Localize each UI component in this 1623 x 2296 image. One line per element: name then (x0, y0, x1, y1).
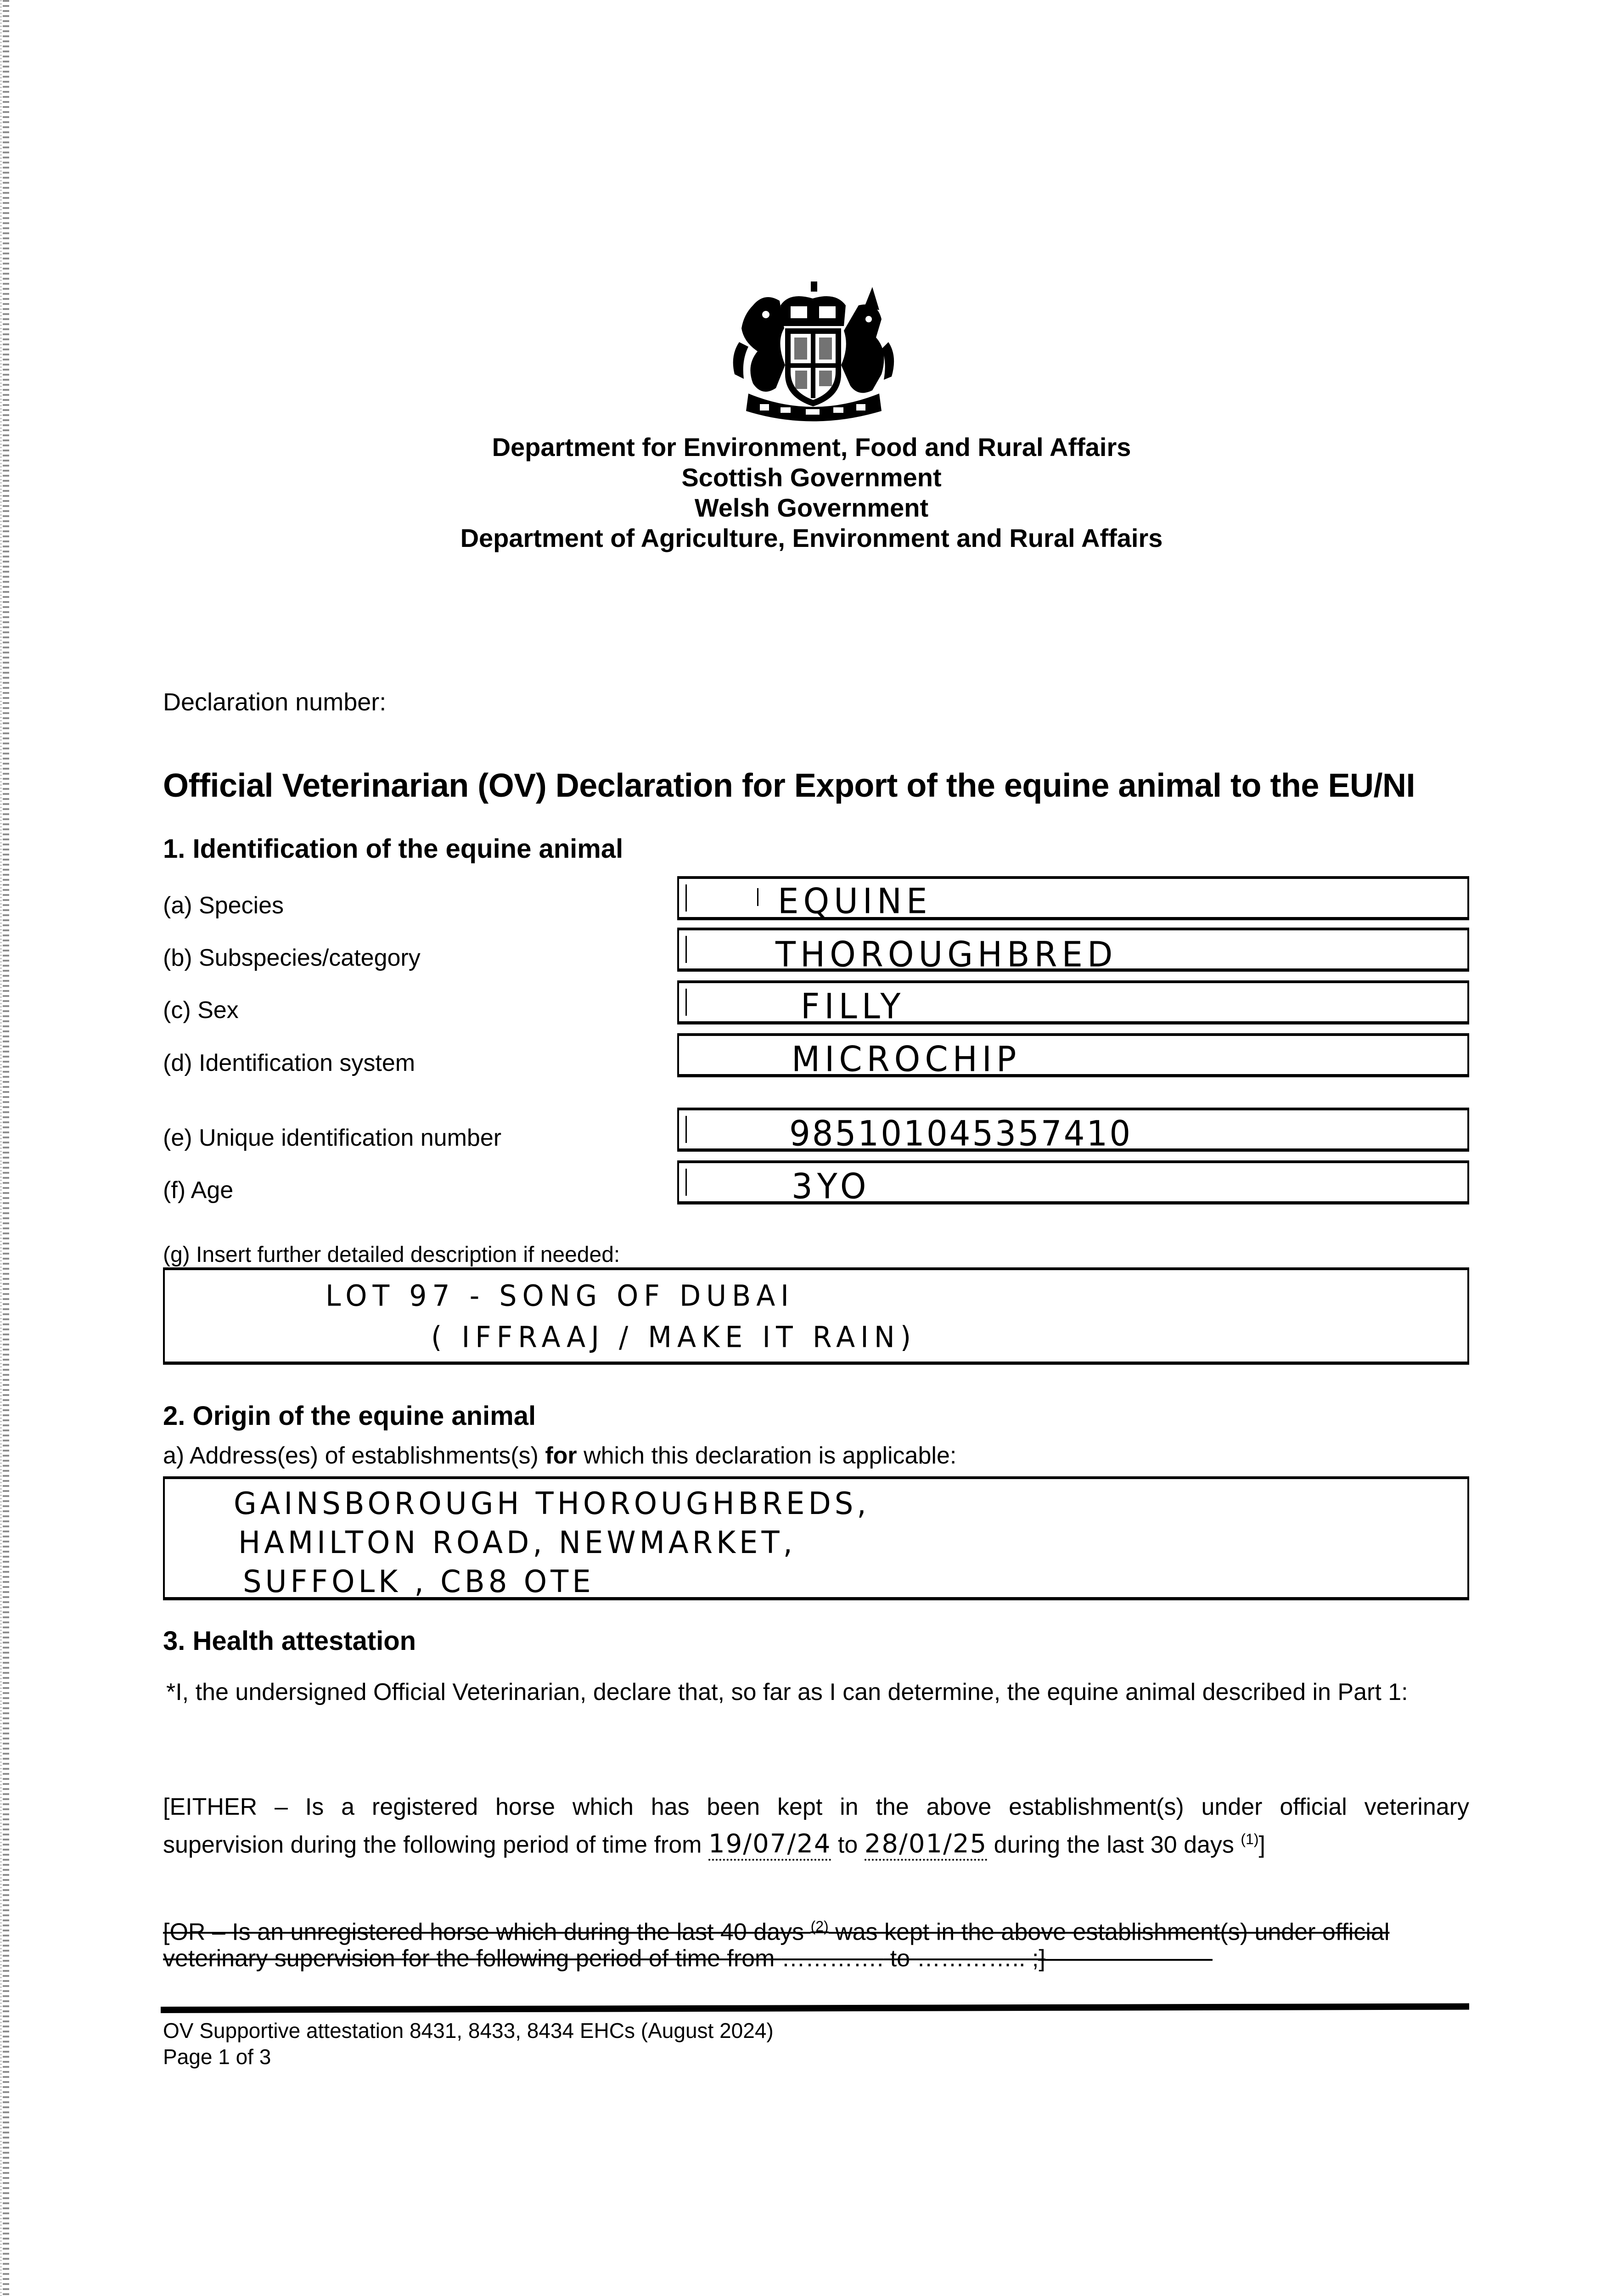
declaration-number-label: Declaration number: (163, 688, 387, 716)
address-label (163, 1442, 956, 1469)
box-edge-mark (757, 888, 758, 906)
either-clause-text: ] (1258, 1831, 1265, 1858)
agency-name-scottish-gov: Scottish Government (681, 463, 942, 492)
footnote-ref-1: (1) (1241, 1831, 1259, 1847)
footer-divider (161, 2003, 1469, 2013)
health-intro-text: *I, the undersigned Official Veterinarian, declare that, so far as I can determine, the equine animal described in Part 1: (166, 1679, 1408, 1705)
unique-id-value: 985101045357410 (789, 1113, 1133, 1154)
sex-value: FILLY (801, 986, 905, 1027)
box-edge-mark (685, 1116, 687, 1143)
box-edge-mark (685, 989, 687, 1016)
description-line-1: LOT 97 - SONG OF DUBAI (326, 1279, 794, 1313)
agency-name-welsh-gov: Welsh Government (694, 493, 929, 522)
age-value: 3YO (792, 1166, 871, 1207)
section-heading-health: 3. Health attestation (163, 1626, 416, 1656)
address-label-bold: for (545, 1442, 577, 1469)
address-label-text: a) Address(es) of establishments(s) (163, 1442, 545, 1469)
either-clause-text: to (831, 1831, 865, 1858)
or-from-date-field[interactable]: …………. (781, 1945, 884, 1972)
address-line-2: HAMILTON ROAD, NEWMARKET, (238, 1525, 796, 1561)
sex-field[interactable] (677, 980, 1469, 1027)
either-clause-line-1: [EITHER – Is a registered horse which has been kept in the above establishment(s) under official veterinary (163, 1794, 1469, 1820)
species-value: EQUINE (778, 881, 932, 922)
box-edge-mark (685, 936, 687, 963)
agency-name-daera: Department of Agriculture, Environment and Rural Affairs (460, 523, 1163, 552)
footnote-ref-2: (2) (810, 1918, 829, 1935)
section-heading-origin: 2. Origin of the equine animal (163, 1401, 536, 1431)
field-label-sex: (c) Sex (163, 997, 239, 1024)
or-clause-text: veterinary supervision for the following period of time from (163, 1945, 781, 1972)
from-date-field[interactable]: 19/07/24 (708, 1829, 831, 1861)
address-line-1: GAINSBOROUGH THOROUGHBREDS, (234, 1486, 870, 1522)
or-clause-text: [OR – Is an unregistered horse which during the last 40 days (163, 1919, 811, 1946)
section-heading-identification: 1. Identification of the equine animal (163, 834, 623, 864)
to-date-field[interactable]: 28/01/25 (865, 1829, 988, 1861)
royal-coat-of-arms-icon (721, 273, 904, 429)
field-label-species: (a) Species (163, 892, 284, 919)
species-field[interactable] (677, 876, 1469, 920)
subspecies-field[interactable] (677, 928, 1469, 975)
field-label-identification-system: (d) Identification system (163, 1050, 416, 1076)
either-clause-line-2 (163, 1823, 1265, 1861)
scan-edge-artifact (0, 0, 2, 2296)
field-label-description: (g) Insert further detailed description if needed: (163, 1243, 620, 1267)
address-line-3: SUFFOLK , CB8 OTE (243, 1564, 595, 1600)
box-edge-mark (685, 884, 687, 912)
identification-system-field[interactable] (677, 1033, 1469, 1080)
or-clause-text: ;] (1025, 1945, 1045, 1972)
description-field[interactable] (163, 1267, 1469, 1365)
or-clause-text (163, 1945, 1045, 1972)
strike-extension-line (1038, 1959, 1213, 1961)
page-title: Official Veterinarian (OV) Declaration for Export of the equine animal to the EU/NI (163, 767, 1415, 804)
or-clause-text: was kept in the above establishment(s) under official (828, 1919, 1390, 1946)
or-to-date-field[interactable]: ………….. (916, 1945, 1026, 1972)
or-clause-text: to (883, 1945, 917, 1972)
field-label-age: (f) Age (163, 1177, 234, 1204)
identification-system-value: MICROCHIP (792, 1039, 1021, 1080)
address-label-text: which this declaration is applicable: (577, 1442, 957, 1469)
field-label-unique-id: (e) Unique identification number (163, 1125, 502, 1151)
box-edge-mark (685, 1169, 687, 1196)
description-line-2: ( IFFRAAJ / MAKE IT RAIN) (431, 1321, 917, 1355)
or-clause-line-2 (163, 1942, 1213, 1975)
unique-id-field[interactable] (677, 1108, 1469, 1152)
footer-form-reference: OV Supportive attestation 8431, 8433, 8434 EHCs (August 2024) (163, 2019, 774, 2043)
age-field[interactable] (677, 1160, 1469, 1207)
agency-name-defra: Department for Environment, Food and Rural Affairs (492, 433, 1131, 461)
either-clause-text: supervision during the following period of time from (163, 1831, 708, 1858)
footer-page-number: Page 1 of 3 (163, 2045, 271, 2069)
subspecies-value: THOROUGHBRED (775, 934, 1118, 975)
either-clause-text: during the last 30 days (987, 1831, 1241, 1858)
address-field[interactable] (163, 1476, 1469, 1600)
field-label-subspecies: (b) Subspecies/category (163, 945, 421, 971)
scan-edge-artifact (3, 0, 9, 2296)
